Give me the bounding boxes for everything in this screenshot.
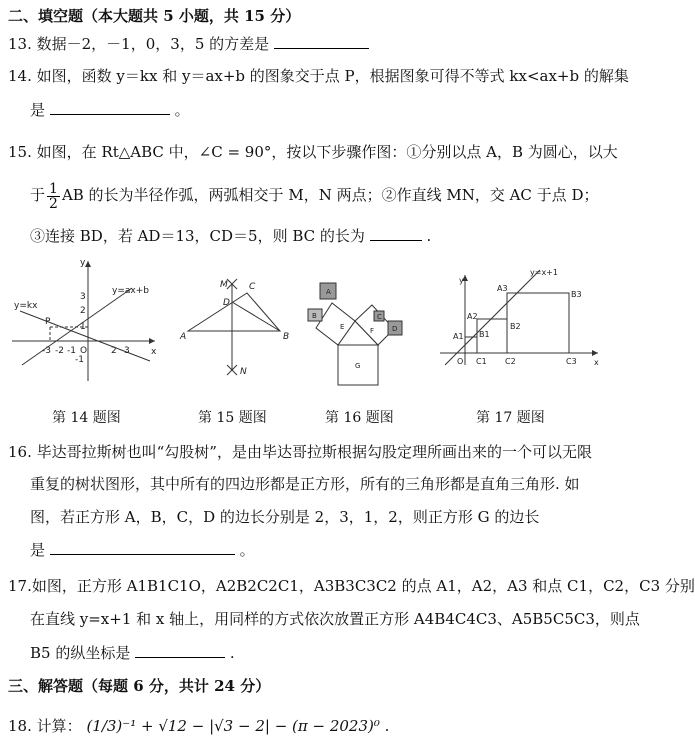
question-text: 毕达哥拉斯树也叫“勾股树”，是由毕达哥拉斯根据勾股定理所画出来的一个可以无限 [36,443,592,461]
square-label-g: G [355,362,361,370]
question-text: ③连接 BD，若 AD＝13，CD＝5，则 BC 的长为 [30,227,365,245]
answer-blank[interactable] [135,643,225,658]
question-14-line-2 [30,100,190,120]
section-title-fill-blank: 二、填空题（本大题共 5 小题，共 15 分） [8,7,301,25]
line-label-axb: y=ax+b [112,286,149,296]
fraction-denominator: 2 [49,195,58,212]
tick-label: -3 [42,346,51,356]
question-number: 16. [8,443,32,461]
question-16-line-3: 图，若正方形 A，B，C，D 的边长分别是 2，3，1，2，则正方形 G 的边长 [30,508,540,526]
line-label: y=x+1 [530,268,558,277]
question-17-line-1 [8,576,695,596]
question-14-line-1 [8,66,629,86]
point-label-a1: A1 [453,332,464,341]
answer-blank[interactable] [370,226,422,241]
point-label-b: B [283,332,290,342]
question-18 [8,716,389,736]
figure-16-caption: 第 16 题图 [325,410,394,426]
tick-label: 2 [80,306,86,316]
line-label-kx: y=kx [14,301,38,311]
question-text: . [426,227,432,245]
point-label-c: C [249,282,256,292]
calculation-expression: (1/3)⁻¹ + √12 − |√3 − 2| − (π − 2023)⁰ . [86,717,390,735]
tick-label: -2 [55,346,64,356]
axis-label-y: y [459,276,464,285]
question-17-line-3 [30,643,235,663]
square-label-d: D [392,325,398,333]
question-text: 是 [30,541,46,559]
square-label-e: E [340,323,345,331]
square-label-c: C [377,313,382,321]
square-label-f: F [370,327,375,335]
axis-label-y: y [80,258,86,268]
question-15-line-1 [8,142,618,162]
question-text: 是 [30,101,46,119]
question-15-line-2 [30,178,598,212]
axis-label-x: x [594,358,599,367]
question-text: 数据－2，－1，0，3，5 的方差是 [36,35,270,53]
question-text: 如图，正方形 A1B1C1O，A2B2C2C1，A3B3C3C2 的点 A1，A2，A3 和点 C1，C2，C3 分别 [31,577,695,595]
question-16-line-2: 重复的树状图形，其中所有的四边形都是正方形，所有的三角形都是直角三角形. 如 [30,475,580,493]
question-number: 15. [8,143,32,161]
origin-label: O [457,357,464,366]
point-label-p: P [45,317,51,327]
tick-label: 2 [111,346,117,356]
question-text: 。 [239,541,255,559]
point-label-c2: C2 [505,357,516,366]
answer-blank[interactable] [50,100,170,115]
answer-blank[interactable] [50,540,235,555]
fraction-half [47,182,60,211]
point-label-b1: B1 [479,330,490,339]
tick-label: 3 [80,292,86,302]
question-17-line-2: 在直线 y=x+1 和 x 轴上，用同样的方式依次放置正方形 A4B4C4C3、A5B5C5C3，则点 [30,610,640,628]
question-13 [8,34,369,54]
tick-label: 3 [124,346,130,356]
triangle-abc [188,293,280,331]
point-label-m: M [220,280,228,290]
question-number: 14. [8,67,32,85]
point-label-n: N [240,367,247,377]
square-label-a: A [326,288,331,296]
point-label-a: A [180,332,187,342]
section-title-solve: 三、解答题（每题 6 分，共计 24 分） [8,677,271,695]
question-16-line-4 [30,540,255,560]
answer-blank[interactable] [274,34,369,49]
point-label-d: D [223,298,230,308]
fraction-numerator: 1 [49,180,58,197]
segment-bd [232,302,280,331]
point-label-c3: C3 [566,357,577,366]
question-text: B5 的纵坐标是 [30,644,131,662]
question-text: AB 的长为半径作弧，两弧相交于 M，N 两点；②作直线 MN，交 AC 于点 D； [61,186,599,204]
tick-label: 1 [80,322,86,332]
question-16-line-1 [8,442,592,462]
point-label-b2: B2 [510,322,521,331]
point-label-a2: A2 [467,312,478,321]
figure-14-caption: 第 14 题图 [52,410,121,426]
question-number: 17. [8,577,32,595]
figure-17-caption: 第 17 题图 [476,410,545,426]
question-prefix: 计算： [36,717,82,735]
question-text: 。 [174,101,190,119]
figure-15-construction [188,279,280,375]
axis-label-x: x [151,347,157,357]
point-label-a3: A3 [497,284,508,293]
tick-label: -1 [67,346,76,356]
question-text: 如图，在 Rt△ABC 中，∠C = 90°，按以下步骤作图：①分别以点 A，B 为圆心，以大 [36,143,618,161]
question-number: 13. [8,35,32,53]
point-label-b3: B3 [571,290,582,299]
question-text: 于 [30,186,46,204]
figure-15-caption: 第 15 题图 [198,410,267,426]
question-number: 18. [8,717,32,735]
origin-label: O [80,346,88,356]
question-text: . [229,644,235,662]
tick-label: -1 [75,355,84,365]
point-label-c1: C1 [476,357,487,366]
question-text: 如图，函数 y＝kx 和 y＝ax+b 的图象交于点 P，根据图象可得不等式 kx<ax+b 的解集 [36,67,629,85]
question-15-line-3 [30,226,431,246]
square-label-b: B [312,312,317,320]
